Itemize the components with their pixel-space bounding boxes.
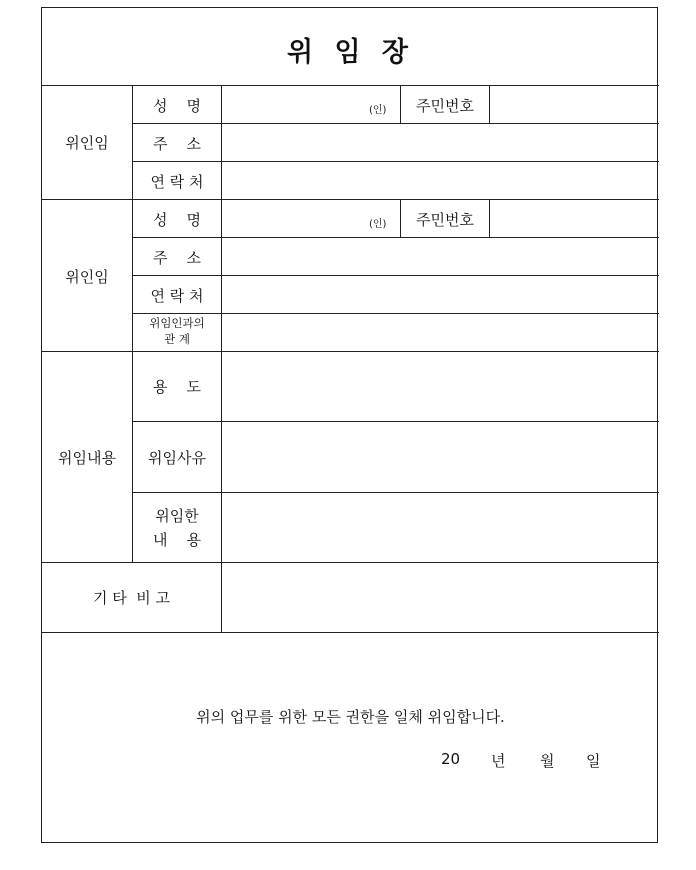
column-line [489,199,490,237]
delegator-name-label: 성 명 [152,97,202,115]
delegator-address-label: 주 소 [152,135,202,153]
divider-section [42,351,659,352]
form-title: 위 임 장 [286,37,415,68]
remarks-label: 기 타 비 고 [92,589,171,607]
reason-label: 위임사유 [148,449,206,467]
delegator-group-label: 위인임 [65,134,109,152]
column-line [221,85,222,632]
divider-title [42,85,659,86]
date-year-label: 년 [491,752,506,770]
delegator-seal-mark: (인) [369,105,387,116]
date-month-label: 월 [540,752,555,770]
divider [132,492,659,493]
divider-section [42,199,659,200]
delegate-relation-label-line1: 위임인과의 [149,316,205,330]
delegator-id-label: 주민번호 [416,97,474,115]
divider [132,237,659,238]
divider [132,313,659,314]
delegate-relation-label-line2: 관 계 [164,332,190,346]
divider [132,421,659,422]
detail-label-line1: 위임한 [155,507,199,525]
divider [132,161,659,162]
date-year-prefix: 20 [441,750,461,768]
divider-section [42,632,659,633]
purpose-label: 용 도 [152,378,202,396]
delegate-seal-mark: (인) [369,219,387,230]
delegation-statement: 위의 업무를 위한 모든 권한을 일체 위임합니다. [196,708,505,726]
delegation-form [41,7,658,843]
delegate-name-label: 성 명 [152,211,202,229]
delegate-contact-label: 연 락 처 [150,287,204,305]
delegate-address-label: 주 소 [152,249,202,267]
divider [132,275,659,276]
divider [132,123,659,124]
delegate-id-label: 주민번호 [416,211,474,229]
detail-label-line2: 내 용 [152,531,202,549]
delegate-group-label: 위인임 [65,268,109,286]
date-day-label: 일 [586,752,601,770]
delegator-contact-label: 연 락 처 [150,173,204,191]
column-line [489,85,490,123]
divider-section [42,562,659,563]
content-group-label: 위임내용 [58,449,116,467]
